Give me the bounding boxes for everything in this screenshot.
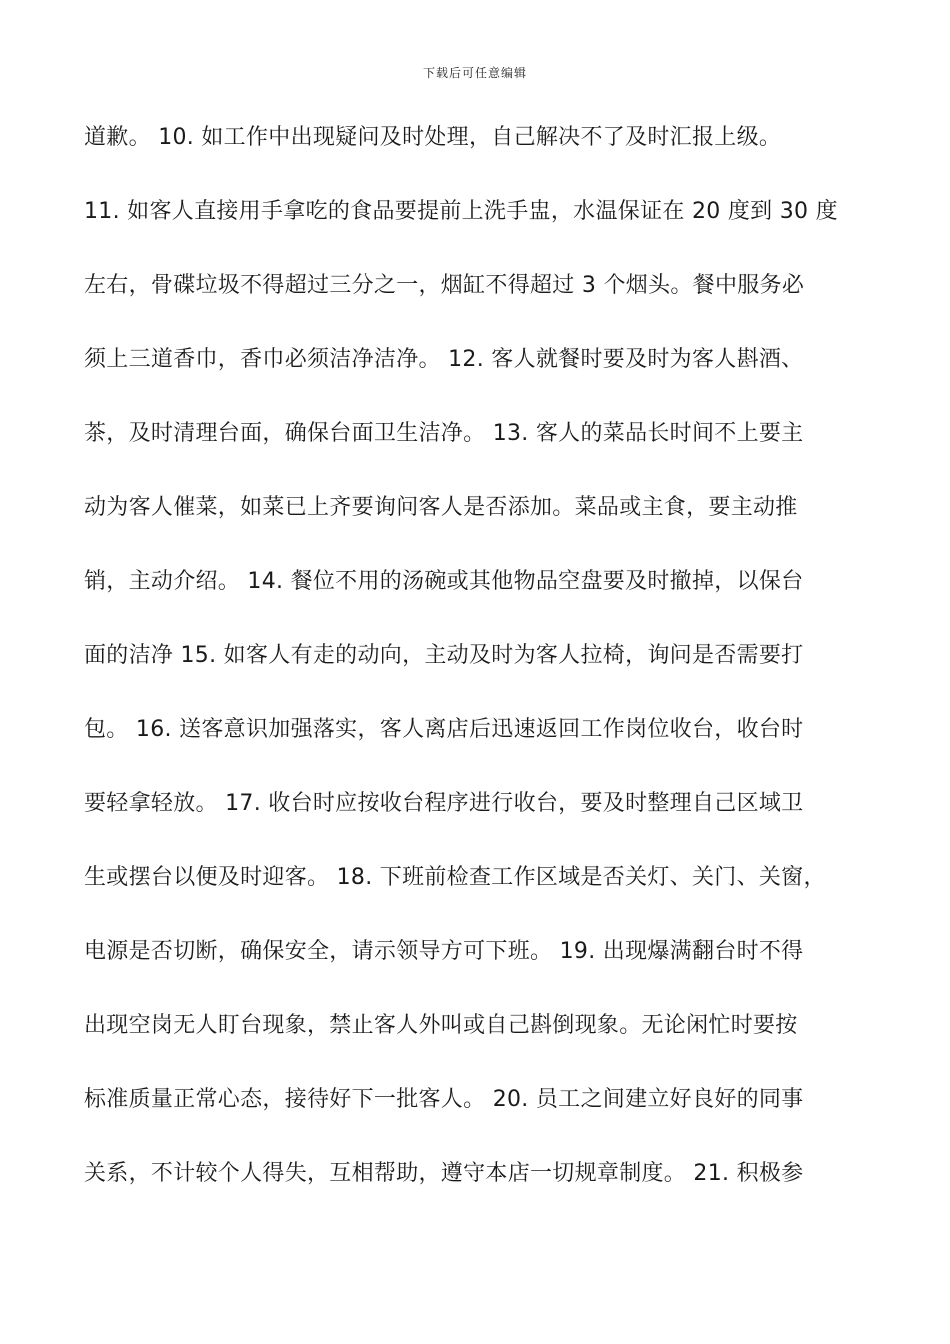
- text-line: 茶，及时清理台面，确保台面卫生洁净。 13. 客人的菜品长时间不上要主: [84, 421, 804, 446]
- text-line: 11. 如客人直接用手拿吃的食品要提前上洗手盅，水温保证在 20 度到 30 度: [84, 199, 838, 224]
- text-line: 动为客人催菜，如菜已上齐要询问客人是否添加。菜品或主食，要主动推: [84, 495, 798, 520]
- text-line: 关系，不计较个人得失，互相帮助，遵守本店一切规章制度。 21. 积极参: [84, 1161, 804, 1186]
- text-line: 左右，骨碟垃圾不得超过三分之一，烟缸不得超过 3 个烟头。餐中服务必: [84, 273, 805, 298]
- text-line: 道歉。 10. 如工作中出现疑问及时处理，自己解决不了及时汇报上级。: [84, 125, 782, 150]
- text-line: 包。 16. 送客意识加强落实，客人离店后迅速返回工作岗位收台，收台时: [84, 717, 804, 742]
- text-line: 销，主动介绍。 14. 餐位不用的汤碗或其他物品空盘要及时撤掉，以保台: [84, 569, 804, 594]
- text-line: 出现空岗无人盯台现象，禁止客人外叫或自己斟倒现象。无论闲忙时要按: [84, 1013, 798, 1038]
- text-line: 面的洁净 15. 如客人有走的动向，主动及时为客人拉椅，询问是否需要打: [84, 643, 804, 668]
- text-line: 电源是否切断，确保安全，请示领导方可下班。 19. 出现爆满翻台时不得: [84, 939, 804, 964]
- text-line: 生或摆台以便及时迎客。 18. 下班前检查工作区域是否关灯、关门、关窗，: [84, 865, 826, 890]
- page-header: 下载后可任意编辑: [422, 66, 527, 80]
- text-line: 要轻拿轻放。 17. 收台时应按收台程序进行收台，要及时整理自己区域卫: [84, 791, 804, 816]
- text-line: 须上三道香巾，香巾必须洁净洁净。 12. 客人就餐时要及时为客人斟酒、: [84, 347, 804, 372]
- document-body: [84, 118, 884, 1228]
- text-line: 标准质量正常心态，接待好下一批客人。 20. 员工之间建立好良好的同事: [84, 1087, 804, 1112]
